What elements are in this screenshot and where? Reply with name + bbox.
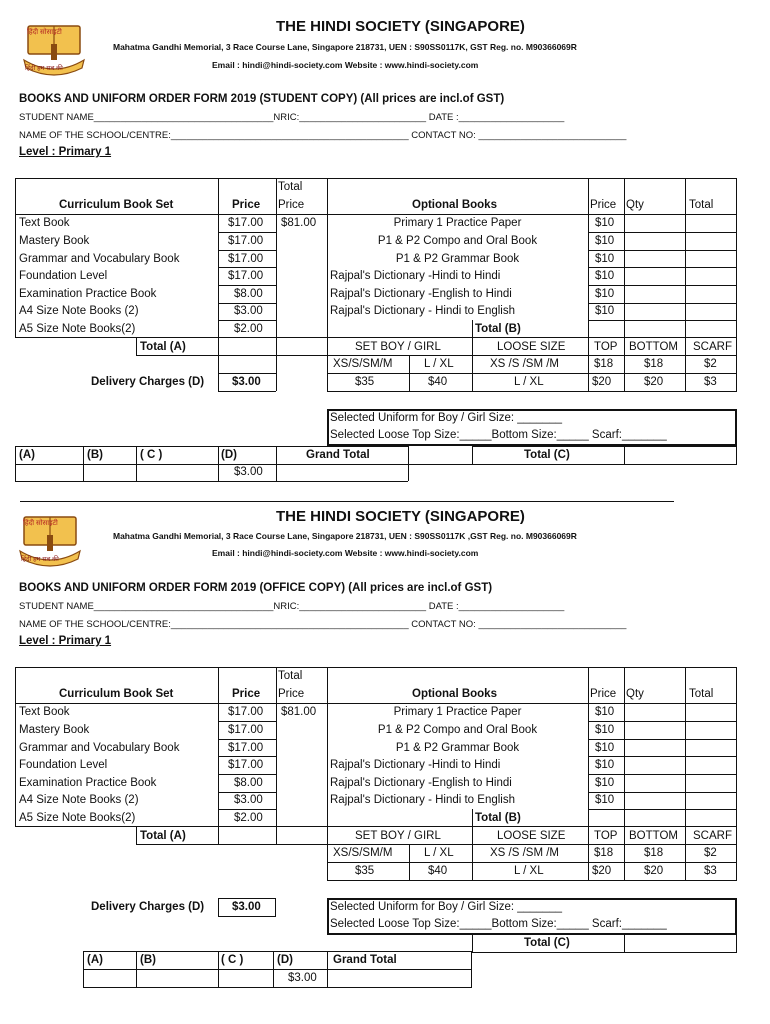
uniform-set-price: $40 xyxy=(428,865,448,877)
book-price: $17.00 xyxy=(228,724,264,736)
logo-text-top: हिंदी सोसाइटी xyxy=(23,520,58,527)
society-address: Mahatma Gandhi Memorial, 3 Race Course Lane, Singapore 218731, UEN : S90SS0117K ,GST Reg. no. M90366069R xyxy=(113,531,577,541)
optional-book-price: $10 xyxy=(595,235,615,247)
delivery-label: Delivery Charges (D) xyxy=(91,376,205,388)
book-name: Foundation Level xyxy=(19,270,108,282)
total-a-label: Total (A) xyxy=(140,341,186,353)
uniform-loose-label: LOOSE SIZE xyxy=(497,341,566,353)
uniform-sizes: XS/S/SM/M xyxy=(333,358,393,370)
grand-b: (B) xyxy=(140,954,156,966)
header-curriculum: Curriculum Book Set xyxy=(59,199,174,211)
uniform-price: $20 xyxy=(592,376,612,388)
optional-book-name: Rajpal's Dictionary -Hindi to Hindi xyxy=(330,759,501,771)
uniform-price: $20 xyxy=(592,865,612,877)
book-price: $3.00 xyxy=(234,794,263,806)
uniform-set-price: $35 xyxy=(355,376,375,388)
uniform-scarf-label: SCARF xyxy=(693,341,732,353)
total-c-label: Total (C) xyxy=(524,449,570,461)
uniform-price: $20 xyxy=(644,865,664,877)
header-total-price: Price xyxy=(278,199,305,211)
grand-a: (A) xyxy=(19,449,35,461)
society-name: THE HINDI SOCIETY (SINGAPORE) xyxy=(276,18,525,35)
header-curriculum: Curriculum Book Set xyxy=(59,688,174,700)
uniform-set-price: $40 xyxy=(428,376,448,388)
book-price: $8.00 xyxy=(234,777,263,789)
book-price: $3.00 xyxy=(234,305,263,317)
uniform-sizes: L / XL xyxy=(514,376,544,388)
society-name: THE HINDI SOCIETY (SINGAPORE) xyxy=(276,508,525,525)
delivery-value: $3.00 xyxy=(232,376,261,388)
total-a-label: Total (A) xyxy=(140,830,186,842)
logo-text-bottom: हिंदी हम सब की xyxy=(21,556,59,563)
book-price: $2.00 xyxy=(234,812,263,824)
optional-book-price: $10 xyxy=(595,724,615,736)
uniform-sizes: XS/S/SM/M xyxy=(333,847,393,859)
book-price: $17.00 xyxy=(228,706,264,718)
grand-d: (D) xyxy=(221,449,237,461)
header-qty: Qty xyxy=(626,199,644,211)
uniform-set-label: SET BOY / GIRL xyxy=(355,830,441,842)
delivery-value: $3.00 xyxy=(232,901,261,913)
uniform-sizes: L / XL xyxy=(424,358,454,370)
grand-d-value: $3.00 xyxy=(288,972,317,984)
optional-book-name: Primary 1 Practice Paper xyxy=(393,217,522,229)
header-price: Price xyxy=(232,688,261,700)
book-price: $17.00 xyxy=(228,759,264,771)
header-opt-total: Total xyxy=(689,688,714,700)
uniform-price: $2 xyxy=(704,358,717,370)
uniform-set-price: $35 xyxy=(355,865,375,877)
grand-total-label: Grand Total xyxy=(333,954,397,966)
level-label: Level : Primary 1 xyxy=(19,635,112,647)
selected-uniform-line[interactable]: Selected Uniform for Boy / Girl Size: _______ xyxy=(330,901,563,913)
optional-book-price: $10 xyxy=(595,217,615,229)
uniform-price: $2 xyxy=(704,847,717,859)
uniform-loose-label: LOOSE SIZE xyxy=(497,830,566,842)
book-name: Text Book xyxy=(19,217,70,229)
optional-book-price: $10 xyxy=(595,305,615,317)
total-c-label: Total (C) xyxy=(524,937,570,949)
grand-d: (D) xyxy=(277,954,293,966)
book-name: Text Book xyxy=(19,706,70,718)
uniform-price: $18 xyxy=(644,358,664,370)
form-title: BOOKS AND UNIFORM ORDER FORM 2019 (OFFICE COPY) (All prices are incl.of GST) xyxy=(19,582,493,594)
header-opt-total: Total xyxy=(689,199,714,211)
selected-uniform-line[interactable]: Selected Uniform for Boy / Girl Size: _______ xyxy=(330,412,563,424)
book-name: Foundation Level xyxy=(19,759,108,771)
book-name: Examination Practice Book xyxy=(19,777,157,789)
uniform-price: $18 xyxy=(594,847,614,859)
uniform-sizes: XS /S /SM /M xyxy=(490,847,560,859)
optional-book-name: Rajpal's Dictionary - Hindi to English xyxy=(330,794,515,806)
optional-book-name: Rajpal's Dictionary -English to Hindi xyxy=(330,777,512,789)
separator-line xyxy=(20,501,674,502)
book-price: $17.00 xyxy=(228,253,264,265)
society-contact: Email : hindi@hindi-society.com Website : www.hindi-society.com xyxy=(212,548,479,558)
grand-b: (B) xyxy=(87,449,103,461)
uniform-sizes: XS /S /SM /M xyxy=(490,358,560,370)
uniform-top-label: TOP xyxy=(594,830,618,842)
header-optional: Optional Books xyxy=(412,199,497,211)
optional-book-price: $10 xyxy=(595,759,615,771)
form-title: BOOKS AND UNIFORM ORDER FORM 2019 (STUDENT COPY) (All prices are incl.of GST) xyxy=(19,93,505,105)
uniform-price: $18 xyxy=(644,847,664,859)
header-qty: Qty xyxy=(626,688,644,700)
optional-book-name: Rajpal's Dictionary - Hindi to English xyxy=(330,305,515,317)
selected-loose-line[interactable]: Selected Loose Top Size:_____Bottom Size:_____ Scarf:_______ xyxy=(330,918,667,930)
book-price: $17.00 xyxy=(228,217,264,229)
optional-book-price: $10 xyxy=(595,288,615,300)
optional-book-name: P1 & P2 Compo and Oral Book xyxy=(377,724,538,736)
optional-book-name: P1 & P2 Compo and Oral Book xyxy=(377,235,538,247)
student-name-field[interactable]: STUDENT NAME__________________________________NRIC:________________________ DATE :____________________ xyxy=(19,112,565,123)
book-name: A5 Size Note Books(2) xyxy=(19,323,136,335)
book-price: $17.00 xyxy=(228,235,264,247)
uniform-scarf-label: SCARF xyxy=(693,830,732,842)
grand-total-label: Grand Total xyxy=(306,449,370,461)
book-price: $17.00 xyxy=(228,270,264,282)
optional-book-price: $10 xyxy=(595,742,615,754)
society-address: Mahatma Gandhi Memorial, 3 Race Course Lane, Singapore 218731, UEN : S90SS0117K, GST Reg. no. M90366069R xyxy=(113,42,577,52)
uniform-sizes: L / XL xyxy=(514,865,544,877)
header-opt-price: Price xyxy=(590,688,617,700)
uniform-sizes: L / XL xyxy=(424,847,454,859)
book-name: Examination Practice Book xyxy=(19,288,157,300)
header-total-price: Price xyxy=(278,688,305,700)
optional-book-price: $10 xyxy=(595,777,615,789)
grand-c: ( C ) xyxy=(221,954,244,966)
set-total-price: $81.00 xyxy=(281,706,317,718)
school-name-field[interactable]: NAME OF THE SCHOOL/CENTRE:_____________________________________________ CONTACT NO: ____________________________ xyxy=(19,130,627,141)
book-name: Grammar and Vocabulary Book xyxy=(19,742,180,754)
optional-book-name: P1 & P2 Grammar Book xyxy=(395,742,520,754)
grand-a: (A) xyxy=(87,954,103,966)
optional-book-price: $10 xyxy=(595,706,615,718)
header-total: Total xyxy=(278,181,303,193)
uniform-set-label: SET BOY / GIRL xyxy=(355,341,441,353)
optional-book-name: P1 & P2 Grammar Book xyxy=(395,253,520,265)
book-price: $8.00 xyxy=(234,288,263,300)
grand-c: ( C ) xyxy=(140,449,163,461)
logo-text-top: हिंदी सोसाइटी xyxy=(27,29,62,36)
book-price: $2.00 xyxy=(234,323,263,335)
level-label: Level : Primary 1 xyxy=(19,146,112,158)
optional-book-price: $10 xyxy=(595,794,615,806)
optional-book-price: $10 xyxy=(595,270,615,282)
optional-book-price: $10 xyxy=(595,253,615,265)
header-optional: Optional Books xyxy=(412,688,497,700)
uniform-bottom-label: BOTTOM xyxy=(629,830,678,842)
header-opt-price: Price xyxy=(590,199,617,211)
uniform-price: $20 xyxy=(644,376,664,388)
book-name: Grammar and Vocabulary Book xyxy=(19,253,180,265)
set-total-price: $81.00 xyxy=(281,217,317,229)
uniform-bottom-label: BOTTOM xyxy=(629,341,678,353)
uniform-price: $3 xyxy=(704,865,717,877)
book-name: A4 Size Note Books (2) xyxy=(19,794,139,806)
uniform-price: $3 xyxy=(704,376,717,388)
uniform-price: $18 xyxy=(594,358,614,370)
optional-book-name: Rajpal's Dictionary -English to Hindi xyxy=(330,288,512,300)
book-price: $17.00 xyxy=(228,742,264,754)
school-name-field[interactable]: NAME OF THE SCHOOL/CENTRE:_____________________________________________ CONTACT NO: ____________________________ xyxy=(19,619,627,630)
society-contact: Email : hindi@hindi-society.com Website : www.hindi-society.com xyxy=(212,60,479,70)
book-name: Mastery Book xyxy=(19,235,90,247)
book-name: Mastery Book xyxy=(19,724,90,736)
student-name-field[interactable]: STUDENT NAME__________________________________NRIC:________________________ DATE :____________________ xyxy=(19,601,565,612)
optional-book-name: Primary 1 Practice Paper xyxy=(393,706,522,718)
total-b-label: Total (B) xyxy=(475,812,521,824)
header-price: Price xyxy=(232,199,261,211)
book-name: A5 Size Note Books(2) xyxy=(19,812,136,824)
book-name: A4 Size Note Books (2) xyxy=(19,305,139,317)
grand-d-value: $3.00 xyxy=(234,466,263,478)
uniform-top-label: TOP xyxy=(594,341,618,353)
selected-loose-line[interactable]: Selected Loose Top Size:_____Bottom Size:_____ Scarf:_______ xyxy=(330,429,667,441)
header-total: Total xyxy=(278,670,303,682)
total-b-label: Total (B) xyxy=(475,323,521,335)
delivery-label: Delivery Charges (D) xyxy=(91,901,205,913)
optional-book-name: Rajpal's Dictionary -Hindi to Hindi xyxy=(330,270,501,282)
logo-text-bottom: हिंदी हम सब की xyxy=(25,65,63,72)
